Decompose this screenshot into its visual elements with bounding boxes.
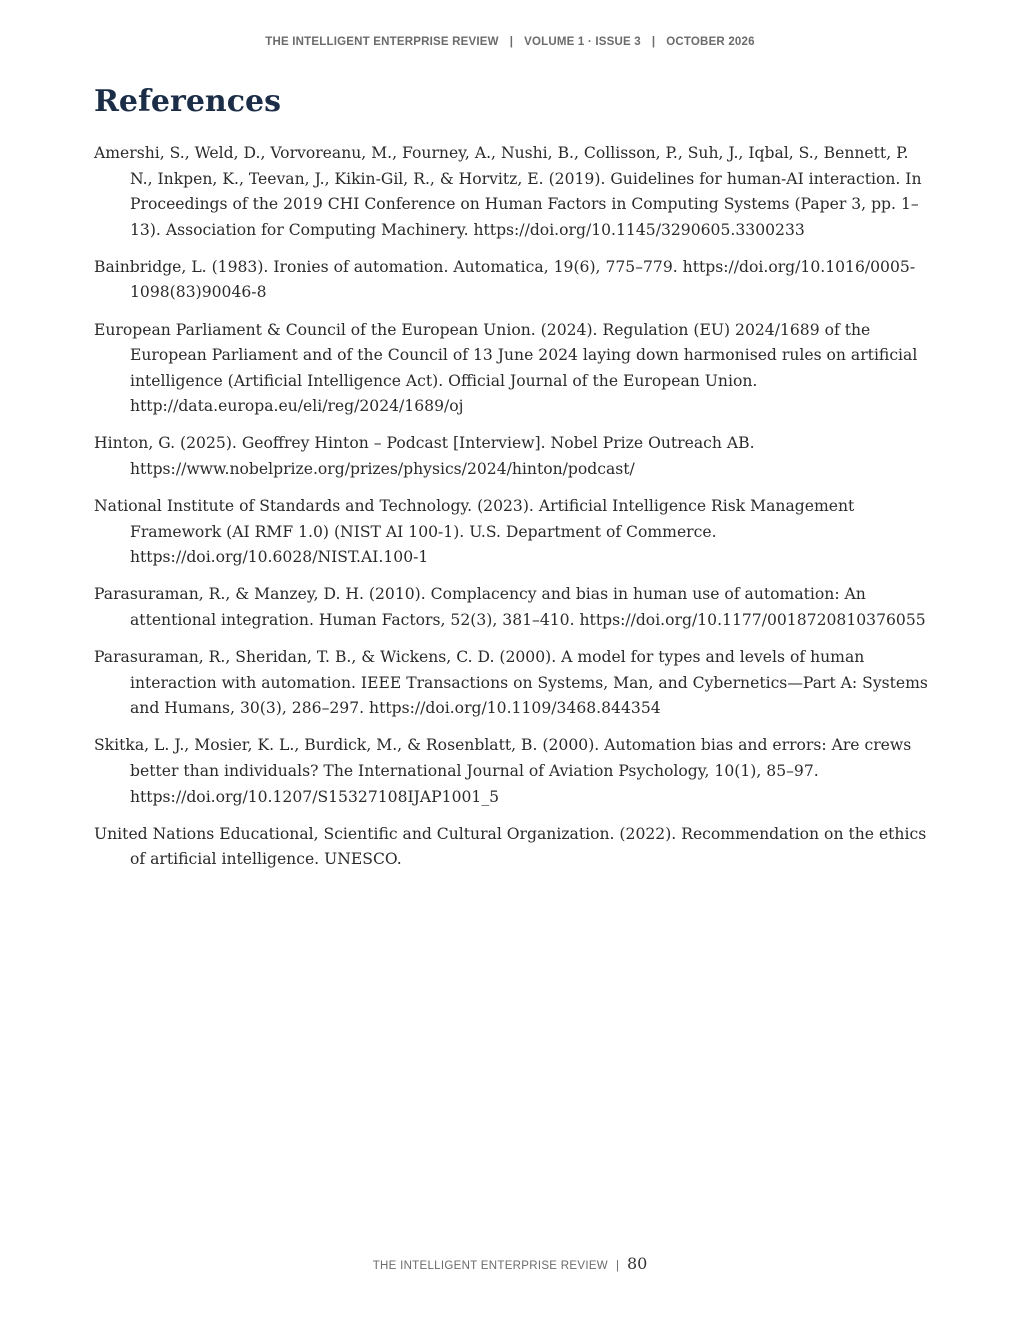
reference-entry-amershi-2019: Amershi, S., Weld, D., Vorvoreanu, M., Fourney, A., Nushi, B., Collisson, P., Suh, J., Iqbal, S., Bennett, P. N., Inkpen, K., Teevan, J., Kikin-Gil, R., & Horvitz, E. (2019). Guidelines for human-AI interaction. In Proceedings of the 2019 CHI Conference on Human Factors in Computing Systems (Paper 3, pp. 1–13). Association for Computing Machinery. https://doi.org/10.1145/3290605.3300233 [94, 144, 922, 239]
reference-entry-unesco-2022: United Nations Educational, Scientific and Cultural Organization. (2022). Recommendation on the ethics of artificial intelligence. UNESCO. [94, 824, 927, 869]
reference-entry-eu-ai-act-2024: European Parliament & Council of the European Union. (2024). Regulation (EU) 2024/1689 of the European Parliament and of the Council of 13 June 2024 laying down harmonised rules on artificial intelligence (Artificial Intelligence Act). Official Journal of the European Union. http://data.europa.eu/eli/reg/2024/1689/oj [94, 320, 918, 416]
reference-entry-parasuraman-2010: Parasuraman, R., & Manzey, D. H. (2010). Complacency and bias in human use of automation: An attentional integration. Human Factors, 52(3), 381–410. https://doi.org/10.1177/0018720810376055 [94, 585, 926, 629]
header-journal-name: THE INTELLIGENT ENTERPRISE REVIEW [265, 36, 499, 48]
footer-journal-name: THE INTELLIGENT ENTERPRISE REVIEW [372, 1260, 608, 1272]
header-issue: VOLUME 1 · ISSUE 3 [524, 36, 641, 48]
reference-entry-parasuraman-2000: Parasuraman, R., Sheridan, T. B., & Wickens, C. D. (2000). A model for types and levels of human interaction with automation. IEEE Transactions on Systems, Man, and Cybernetics—Part A: Systems and Humans, 30(3), 286–297. https://doi.org/10.1109/3468.844354 [94, 648, 928, 718]
header-separator: | [509, 36, 514, 48]
header-separator: | [651, 36, 656, 48]
reference-entry-hinton-2025: Hinton, G. (2025). Geoffrey Hinton – Podcast [Interview]. Nobel Prize Outreach AB. https://www.nobelprize.org/prizes/physics/2024/hinton/podcast/ [94, 434, 755, 479]
running-header [0, 36, 1020, 48]
reference-list [94, 141, 930, 884]
header-date: OCTOBER 2026 [666, 36, 755, 48]
reference-entry-nist-2023: National Institute of Standards and Technology. (2023). Artificial Intelligence Risk Management Framework (AI RMF 1.0) (NIST AI 100-1). U.S. Department of Commerce. https://doi.org/10.6028/NIST.AI.100-1 [94, 497, 855, 567]
reference-entry-skitka-2000: Skitka, L. J., Mosier, K. L., Burdick, M., & Rosenblatt, B. (2000). Automation bias and errors: Are crews better than individuals? The International Journal of Aviation Psychology, 10(1), 85–97. https://doi.org/10.1207/S15327108IJAP1001_5 [94, 736, 912, 806]
running-footer [0, 1254, 1020, 1274]
page-number: 80 [626, 1254, 648, 1273]
footer-separator: | [615, 1260, 619, 1272]
reference-entry-bainbridge-1983: Bainbridge, L. (1983). Ironies of automation. Automatica, 19(6), 775–779. https://doi.org/10.1016/0005-1098(83)90046-8 [94, 257, 916, 302]
section-title: References [94, 84, 281, 119]
